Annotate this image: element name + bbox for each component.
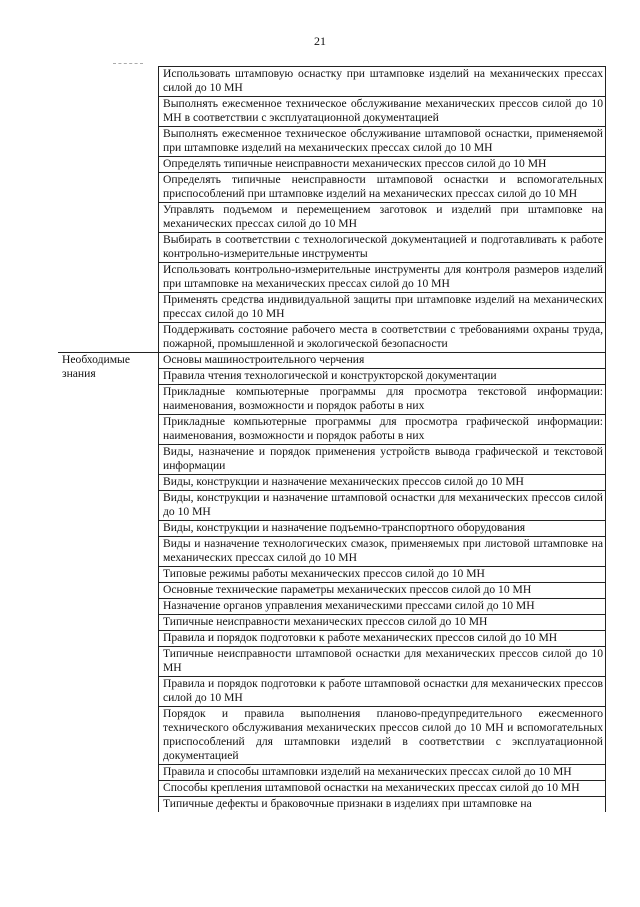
table-row [58, 173, 606, 203]
skill-cell: Выполнять ежесменное техническое обслуживание штамповой оснастки, применяемой при штамповке изделий на механических прессах силой до 10 МН [159, 127, 606, 157]
knowledge-cell: Способы крепления штамповой оснастки на механических прессах силой до 10 МН [159, 781, 606, 797]
knowledge-cell: Основы машиностроительного черчения [159, 353, 606, 369]
label-cell [58, 293, 159, 323]
skill-cell: Поддерживать состояние рабочего места в соответствии с требованиями охраны труда, пожарной, промышленной и экологической безопасности [159, 323, 606, 353]
table-row [58, 97, 606, 127]
table-row [58, 157, 606, 173]
knowledge-label: Необходимые знания [58, 353, 159, 813]
table-row [58, 67, 606, 97]
skill-cell: Определять типичные неисправности механических прессов силой до 10 МН [159, 157, 606, 173]
knowledge-cell: Правила и порядок подготовки к работе механических прессов силой до 10 МН [159, 631, 606, 647]
label-cell [58, 127, 159, 157]
skill-cell: Определять типичные неисправности штамповой оснастки и вспомогательных приспособлений при штамповке изделий на механических прессах силой до 10 МН [159, 173, 606, 203]
knowledge-cell: Правила и способы штамповки изделий на механических прессах силой до 10 МН [159, 765, 606, 781]
table-row [58, 353, 606, 369]
skill-cell: Применять средства индивидуальной защиты при штамповке изделий на механических прессах силой до 10 МН [159, 293, 606, 323]
knowledge-cell: Виды, конструкции и назначение подъемно-транспортного оборудования [159, 521, 606, 537]
requirements-table [58, 66, 606, 812]
table-row [58, 203, 606, 233]
knowledge-cell: Правила чтения технологической и конструкторской документации [159, 369, 606, 385]
label-cell [58, 67, 159, 97]
knowledge-cell: Типичные неисправности штамповой оснастки для механических прессов силой до 10 МН [159, 647, 606, 677]
table-row [58, 233, 606, 263]
knowledge-cell: Типовые режимы работы механических прессов силой до 10 МН [159, 567, 606, 583]
knowledge-cell: Прикладные компьютерные программы для просмотра текстовой информации: наименования, возможности и порядок работы в них [159, 385, 606, 415]
label-cell [58, 233, 159, 263]
knowledge-cell: Основные технические параметры механических прессов силой до 10 МН [159, 583, 606, 599]
skill-cell: Управлять подъемом и перемещением заготовок и изделий при штамповке на механических прессах силой до 10 МН [159, 203, 606, 233]
knowledge-cell: Порядок и правила выполнения планово-предупредительного ежесменного технического обслуживания механических прессов силой до 10 МН и вспомогательных приспособлений для штамповки изделий в соответствии с эксплуатационной документацией [159, 707, 606, 765]
knowledge-cell: Виды, назначение и порядок применения устройств вывода графической и текстовой информации [159, 445, 606, 475]
table-row [58, 263, 606, 293]
skill-cell: Использовать контрольно-измерительные инструменты для контроля размеров изделий при штамповке на механических прессах силой до 10 МН [159, 263, 606, 293]
knowledge-cell: Виды и назначение технологических смазок, применяемых при листовой штамповке на механических прессах силой до 10 МН [159, 537, 606, 567]
label-cell [58, 323, 159, 353]
knowledge-cell: Правила и порядок подготовки к работе штамповой оснастки для механических прессов силой до 10 МН [159, 677, 606, 707]
scan-artifact [113, 63, 143, 65]
label-cell [58, 203, 159, 233]
skill-cell: Выполнять ежесменное техническое обслуживание механических прессов силой до 10 МН в соответствии с эксплуатационной документацией [159, 97, 606, 127]
knowledge-cell: Назначение органов управления механическими прессами силой до 10 МН [159, 599, 606, 615]
knowledge-cell: Виды, конструкции и назначение механических прессов силой до 10 МН [159, 475, 606, 491]
label-cell [58, 263, 159, 293]
knowledge-cell: Виды, конструкции и назначение штамповой оснастки для механических прессов силой до 10 МН [159, 491, 606, 521]
label-cell [58, 173, 159, 203]
label-cell [58, 97, 159, 127]
knowledge-cell: Типичные неисправности механических прессов силой до 10 МН [159, 615, 606, 631]
table-row [58, 127, 606, 157]
knowledge-cell: Прикладные компьютерные программы для просмотра графической информации: наименования, возможности и порядок работы в них [159, 415, 606, 445]
table-row [58, 323, 606, 353]
table-row [58, 293, 606, 323]
skill-cell: Использовать штамповую оснастку при штамповке изделий на механических прессах силой до 10 МН [159, 67, 606, 97]
skill-cell: Выбирать в соответствии с технологической документацией и подготавливать к работе контрольно-измерительные инструменты [159, 233, 606, 263]
label-cell [58, 157, 159, 173]
knowledge-cell: Типичные дефекты и браковочные признаки в изделиях при штамповке на [159, 797, 606, 813]
page-number: 21 [314, 34, 326, 48]
